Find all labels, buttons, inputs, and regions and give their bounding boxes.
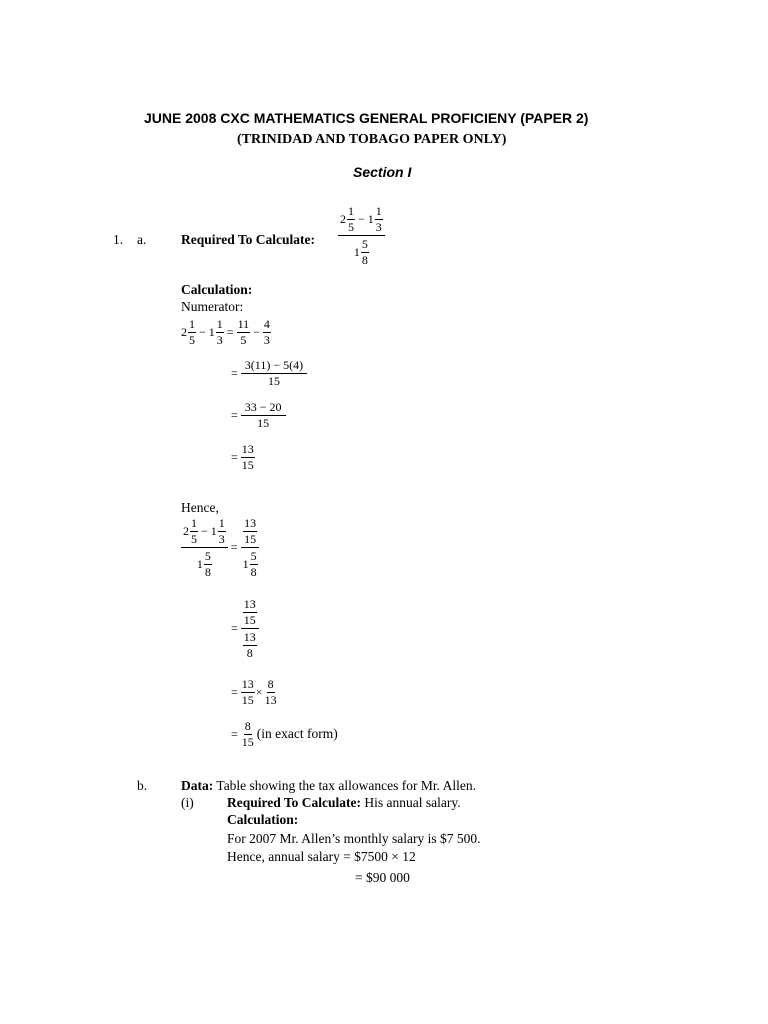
equals-sign: = [231, 621, 238, 636]
question-part-a: a. [137, 232, 147, 247]
frac-den: 15 [241, 734, 254, 749]
whole: 1 [210, 523, 217, 538]
frac-num: 5 [361, 237, 368, 252]
minus-sign: − [358, 211, 365, 226]
frac-den: 8 [361, 252, 368, 267]
numerator-step-1 [181, 318, 271, 346]
data-line [181, 778, 476, 794]
hence-step-1 [181, 517, 260, 578]
subpart-i-rtc [227, 795, 461, 811]
calculation-label: Calculation: [181, 282, 253, 297]
calculation-label-b: Calculation: [227, 812, 299, 827]
hence-label: Hence, [181, 500, 219, 515]
frac-num: 5 [250, 549, 257, 564]
hence-step-2 [228, 598, 259, 659]
frac-den: 3 [216, 332, 223, 347]
whole: 1 [208, 324, 215, 339]
whole: 2 [181, 324, 187, 339]
frac-num: 13 [241, 677, 254, 691]
frac-den: 8 [204, 564, 211, 579]
frac-den: 3 [375, 219, 382, 234]
frac-num: 1 [216, 317, 223, 331]
frac-den: 3 [263, 332, 270, 347]
document-title: JUNE 2008 CXC MATHEMATICS GENERAL PROFICIENY (PAPER 2) [144, 110, 589, 126]
frac-num: 1 [191, 516, 197, 530]
frac-num: 4 [263, 317, 270, 331]
data-label: Data: [181, 778, 214, 793]
equals-sign: = [231, 726, 238, 741]
required-to-calculate-label: Required To Calculate: [181, 232, 316, 247]
salary-line-1: For 2007 Mr. Allen’s monthly salary is $7 500. [227, 831, 481, 846]
required-to-calculate-label: Required To Calculate: [227, 795, 362, 810]
frac-num: 1 [218, 516, 225, 530]
frac-num: 1 [189, 317, 195, 331]
answer-note: (in exact form) [256, 726, 338, 742]
answer-line [228, 720, 338, 748]
frac-num: 3(11) − 5(4) [241, 359, 307, 374]
numerator-step-3 [228, 401, 286, 429]
frac-num: 8 [267, 677, 274, 691]
frac-den: 5 [240, 332, 247, 347]
whole-2: 2 [340, 211, 346, 226]
rtc-text: His annual salary. [364, 795, 461, 810]
subpart-i: (i) [181, 795, 194, 810]
frac-den: 15 [244, 531, 257, 546]
equals-sign: = [226, 324, 234, 339]
section-heading: Section I [353, 164, 412, 180]
question-number: 1. [113, 232, 124, 247]
data-text: Table showing the tax allowances for Mr. Allen. [216, 778, 477, 793]
minus-sign: − [253, 324, 260, 339]
whole-1: 1 [367, 211, 374, 226]
frac-num: 13 [244, 516, 257, 530]
document-subtitle: (TRINIDAD AND TOBAGO PAPER ONLY) [237, 132, 507, 147]
equals-sign: = [231, 684, 238, 699]
frac-den: 15 [267, 373, 280, 388]
salary-line-2: Hence, annual salary = $7500 × 12 [227, 849, 416, 864]
equals-sign: = [231, 365, 238, 380]
frac-num: 11 [237, 317, 250, 331]
minus-sign: − [201, 523, 208, 538]
question-part-b: b. [137, 778, 148, 793]
equals-sign: = [231, 449, 238, 464]
frac-num: 8 [244, 719, 251, 733]
whole: 1 [242, 556, 249, 571]
numerator-step-2 [228, 359, 307, 387]
frac-num: 13 [243, 597, 256, 611]
frac-den: 5 [348, 219, 354, 234]
frac-num: 1 [348, 204, 354, 218]
salary-line-3: = $90 000 [355, 870, 410, 885]
frac-den: 8 [246, 645, 253, 660]
times-sign: × [255, 684, 263, 699]
frac-den: 8 [250, 564, 257, 579]
minus-sign: − [199, 324, 206, 339]
whole: 2 [183, 523, 189, 538]
frac-den: 15 [241, 692, 254, 707]
numerator-label: Numerator: [181, 299, 244, 314]
frac-num: 1 [375, 204, 382, 218]
frac-den: 13 [264, 692, 277, 707]
frac-den: 15 [241, 457, 254, 472]
frac-den: 15 [243, 612, 256, 627]
frac-den: 5 [189, 332, 195, 347]
hence-step-3 [228, 678, 278, 706]
numerator-step-4 [228, 443, 255, 471]
equals-sign: = [231, 407, 238, 422]
whole: 1 [196, 556, 203, 571]
frac-den: 3 [218, 531, 225, 546]
frac-num: 13 [243, 630, 256, 645]
equals-sign: = [230, 540, 238, 555]
frac-num: 33 − 20 [241, 401, 286, 416]
main-expression [338, 205, 385, 266]
whole-1: 1 [353, 244, 360, 259]
frac-num: 13 [241, 442, 254, 456]
frac-den: 15 [257, 415, 270, 430]
frac-num: 5 [204, 549, 211, 564]
frac-den: 5 [191, 531, 197, 546]
